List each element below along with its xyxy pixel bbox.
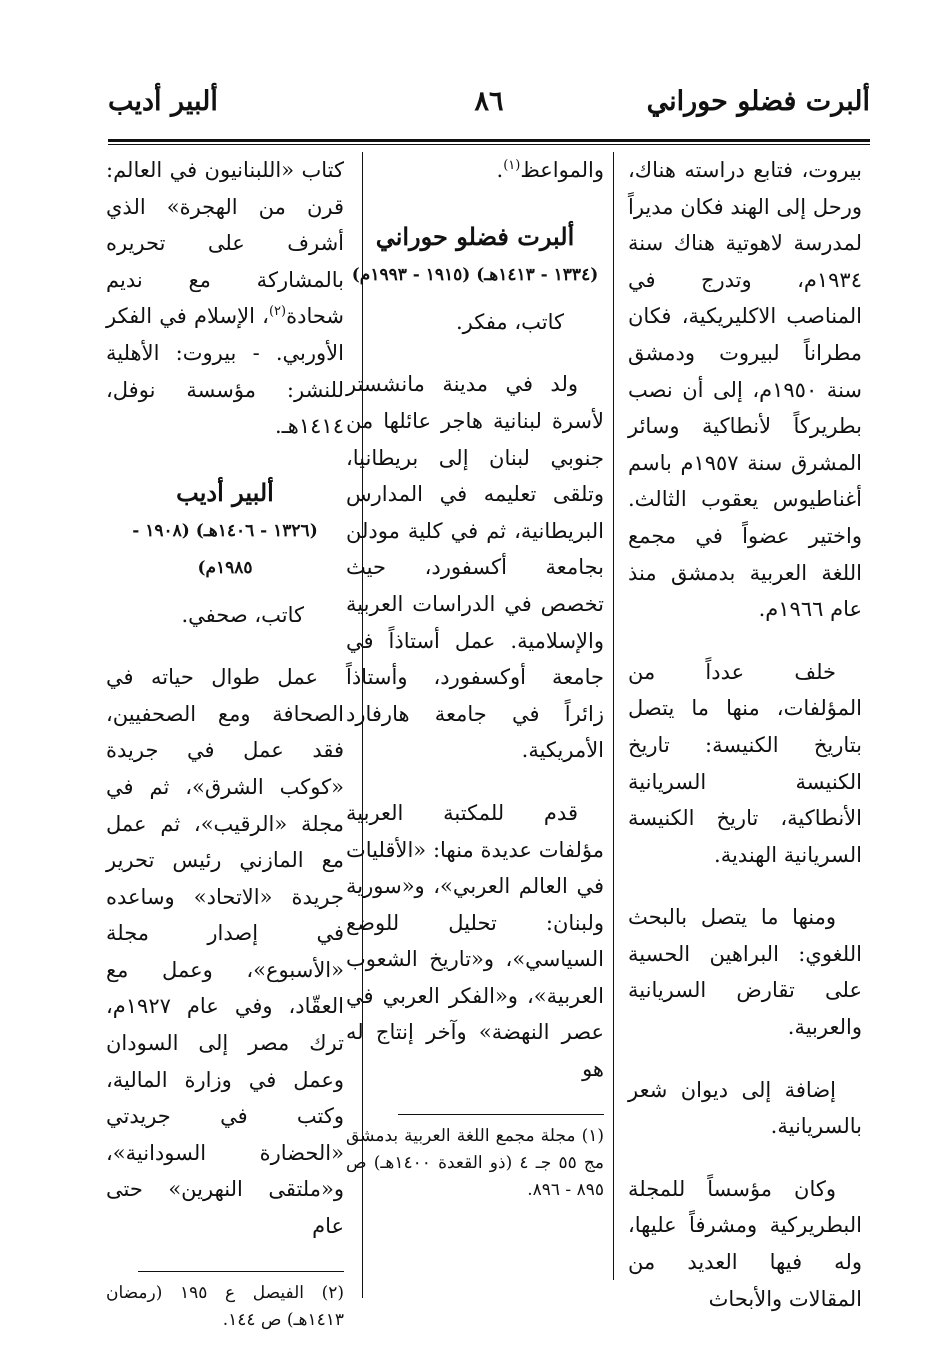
biography-role: كاتب، صحفي.	[181, 602, 304, 627]
paragraph: عمل طوال حياته في الصحافة ومع الصحفيين، فقد عمل في جريدة «كوكب الشرق»، ثم في مجلة «الرقيب»، ثم عمل مع المازني رئيس تحرير جريدة «الاتحاد» وساعده في إصدار مجلة «الأسبوع»، وعمل مع العقّاد، وفي عام ١٩٢٧م، ترك مصر إلى السودان وعمل في وزارة المالية، وكتب في جريدتي «الحضارة السودانية»، و«ملتقى النهرين» حتى عام	[106, 665, 344, 1239]
text: ، الإسلام في الفكر الأوربي. - بيروت: الأهلية للنشر: مؤسسة نوفل، ١٤١٤هـ.	[106, 304, 344, 439]
biography-name: ألبرت فضلو حوراني	[375, 221, 575, 251]
biography-name: ألبير أديب	[176, 477, 274, 507]
column-right	[628, 152, 862, 1332]
header-left-title: ألبير أديب	[108, 86, 218, 117]
biography-dates: (١٣٣٤ - ١٤١٣هـ) (١٩١٥ - ١٩٩٣م)	[351, 265, 599, 286]
column-middle	[346, 152, 604, 1332]
header-right-title: ألبرت فضلو حوراني	[646, 86, 870, 117]
paragraph: قدم للمكتبة العربية مؤلفات عديدة منها: «الأقليات في العالم العربي»، و«سورية ولبنان: تحليل للوضع السياسي»، و«تاريخ الشعوب العربية»، و«الفكر العربي في عصر النهضة» وآخر إنتاج له هو	[346, 800, 604, 1082]
biography-role: كاتب، مفكر.	[455, 309, 564, 334]
paragraph: ولد في مدينة مانشستر لأسرة لبنانية هاجر عائلها من جنوبي لبنان إلى بريطانيا، وتلقى تعليمه في المدارس البريطانية، ثم في كلية مودلن بجامعة أكسفورد، حيث تخصص في الدراسات العربية والإسلامية. عمل أستاذاً في جامعة أوكسفورد، وأستاذاً زائراً في جامعة هارفارد الأمريكية.	[346, 372, 604, 763]
footnote-mark: (١)	[503, 158, 521, 173]
footnote-rule	[138, 1271, 344, 1272]
footnote: (١) مجلة مجمع اللغة العربية بدمشق مج ٥٥ جـ ٤ (ذو القعدة ١٤٠٠هـ) ص ٨٩٥ - ٨٩٦.	[346, 1125, 604, 1200]
paragraph: إضافة إلى ديوان شعر بالسريانية.	[628, 1077, 862, 1139]
text: والمواعظ	[520, 158, 604, 182]
paragraph: ومنها ما يتصل بالبحث اللغوي: البراهين الحسية على تقارض السريانية والعربية.	[628, 905, 862, 1040]
column-left	[106, 152, 344, 1332]
text: كتاب «اللبنانيون في العالم: قرن من الهجرة» الذي أشرف على تحريره بالمشاركة مع نديم شحادة	[106, 158, 344, 329]
paragraph	[106, 152, 344, 445]
paragraph: خلف عدداً من المؤلفات، منها ما يتصل بتاريخ الكنيسة: تاريخ الكنيسة السريانية الأنطاكية، تاريخ الكنيسة السريانية الهندية.	[628, 659, 862, 867]
running-header	[108, 86, 870, 136]
footnote-rule	[398, 1114, 604, 1115]
column-separator	[613, 152, 614, 1280]
footnote: (٢) الفيصل ع ١٩٥ (رمضان ١٤١٣هـ) ص ١٤٤.	[106, 1282, 344, 1330]
paragraph	[346, 152, 604, 189]
footnote-mark: (٢)	[268, 304, 287, 320]
header-rule	[108, 139, 870, 145]
biography-dates: (١٣٢٦ - ١٤٠٦هـ) (١٩٠٨ - ١٩٨٥م)	[132, 521, 318, 578]
paragraph: وكان مؤسساً للمجلة البطريركية ومشرفاً عليها، وله فيها العديد من المقالات والأبحاث	[628, 1176, 862, 1311]
page-number: ٨٦	[474, 86, 504, 117]
paragraph: بيروت، فتابع دراسته هناك، ورحل إلى الهند فكان مديراً لمدرسة لاهوتية هناك سنة ١٩٣٤م، وتدرج في المناصب الاكليريكية، فكان مطراناً لبيروت ودمشق سنة ١٩٥٠م، إلى أن نصب بطريركاً لأنطاكية وسائر المشرق سنة ١٩٥٧م باسم أغناطيوس يعقوب الثالث. واختير عضواً في مجمع اللغة العربية بدمشق منذ عام ١٩٦٦م.	[628, 158, 863, 622]
text: .	[496, 158, 504, 182]
